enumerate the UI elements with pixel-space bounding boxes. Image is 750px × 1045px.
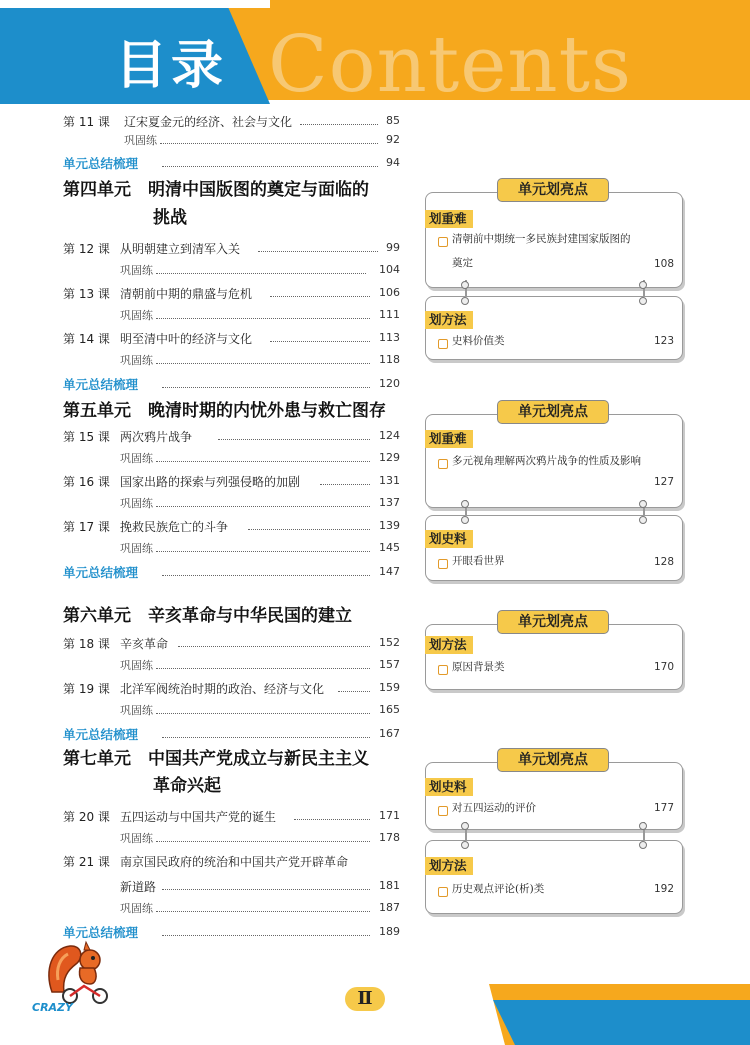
drill-label[interactable]: 巩固练 <box>120 832 153 845</box>
footer-band-blue <box>493 1000 750 1045</box>
highlight-page: 192 <box>653 883 674 895</box>
highlight-item[interactable]: 历史观点评论(析)类 <box>452 883 545 895</box>
lesson-number: 第 21 课 <box>63 855 110 869</box>
dot-leader <box>218 439 370 440</box>
dot-leader <box>258 251 378 252</box>
page-number: 113 <box>379 331 400 344</box>
highlight-item[interactable]: 原因背景类 <box>452 661 505 673</box>
drill-label[interactable]: 巩固练 <box>120 309 153 322</box>
highlight-tag: 划重难 <box>425 430 473 448</box>
highlight-tag: 划史料 <box>425 530 473 548</box>
page-number: 171 <box>379 809 400 822</box>
lesson-title[interactable]: 两次鸦片战争 <box>120 430 193 444</box>
dot-leader <box>270 296 370 297</box>
dot-leader <box>156 911 370 912</box>
page-number: 129 <box>379 451 400 464</box>
page-number: 118 <box>379 353 400 366</box>
dot-leader <box>162 575 370 576</box>
dot-leader <box>156 551 370 552</box>
drill-label[interactable]: 巩固练 <box>120 704 153 717</box>
highlight-tag: 划史料 <box>425 778 473 796</box>
page-number: 145 <box>379 541 400 554</box>
checkbox-icon <box>438 459 448 469</box>
highlight-item-cont: 奠定 <box>452 257 473 269</box>
pin-icon <box>639 297 647 305</box>
unit-summary-link[interactable]: 单元总结梳理 <box>63 377 139 392</box>
page-number: 85 <box>386 114 400 127</box>
dot-leader <box>270 341 370 342</box>
lesson-title[interactable]: 辛亥革命 <box>120 637 169 651</box>
dot-leader <box>156 273 366 274</box>
lesson-title[interactable]: 清朝前中期的鼎盛与危机 <box>120 287 253 301</box>
dot-leader <box>320 484 370 485</box>
logo-text: CRAZY <box>32 1001 73 1014</box>
page-number: 104 <box>379 263 400 276</box>
lesson-number: 第 17 课 <box>63 520 110 534</box>
page-number: 165 <box>379 703 400 716</box>
unit-summary-link[interactable]: 单元总结梳理 <box>63 156 139 171</box>
highlight-item[interactable]: 清朝前中期统一多民族封建国家版图的 <box>452 233 631 245</box>
lesson-title[interactable]: 南京国民政府的统治和中国共产党开辟革命 <box>120 855 349 869</box>
page-number: 147 <box>379 565 400 578</box>
pin-icon <box>639 516 647 524</box>
highlight-caption: 单元划亮点 <box>497 400 609 424</box>
lesson-number: 第 15 课 <box>63 430 110 444</box>
lesson-number: 第 16 课 <box>63 475 110 489</box>
highlight-tag: 划方法 <box>425 857 473 875</box>
page-number: 178 <box>379 831 400 844</box>
page-number: 124 <box>379 429 400 442</box>
header-top-strip <box>0 0 270 8</box>
unit-heading[interactable]: 第七单元 中国共产党成立与新民主主义 <box>63 749 369 769</box>
pin-icon <box>461 841 469 849</box>
unit-heading[interactable]: 第五单元 晚清时期的内忧外患与救亡图存 <box>63 401 386 421</box>
dot-leader <box>156 668 370 669</box>
lesson-number: 第 18 课 <box>63 637 110 651</box>
page-number: 139 <box>379 519 400 532</box>
page-number: 157 <box>379 658 400 671</box>
pin-icon <box>639 822 647 830</box>
dot-leader <box>162 737 370 738</box>
pin-icon <box>461 822 469 830</box>
page-number: 131 <box>379 474 400 487</box>
drill-label[interactable]: 巩固练 <box>120 659 153 672</box>
page-number: 111 <box>379 308 400 321</box>
dot-leader <box>162 935 370 936</box>
drill-label[interactable]: 巩固练 <box>120 902 153 915</box>
unit-heading-cont: 革命兴起 <box>153 776 221 796</box>
highlight-page: 127 <box>653 476 674 488</box>
page-number: 152 <box>379 636 400 649</box>
page-number: 94 <box>386 156 400 169</box>
highlight-item[interactable]: 多元视角理解两次鸦片战争的性质及影响 <box>452 455 641 467</box>
page-number: 106 <box>379 286 400 299</box>
dot-leader <box>156 713 370 714</box>
highlight-page: 108 <box>653 258 674 270</box>
dot-leader <box>162 166 378 167</box>
dot-leader <box>156 318 370 319</box>
dot-leader <box>294 819 370 820</box>
page-number: 159 <box>379 681 400 694</box>
lesson-title[interactable]: 五四运动与中国共产党的诞生 <box>120 810 277 824</box>
pin-icon <box>639 281 647 289</box>
highlight-page: 128 <box>653 556 674 568</box>
lesson-number: 第 12 课 <box>63 242 110 256</box>
page-subtitle: Contents <box>268 20 632 110</box>
drill-label[interactable]: 巩固练 <box>120 354 153 367</box>
highlight-page: 123 <box>653 335 674 347</box>
highlight-caption: 单元划亮点 <box>497 610 609 634</box>
lesson-title[interactable]: 挽救民族危亡的斗争 <box>120 520 229 534</box>
drill-label[interactable]: 巩固练 <box>120 542 153 555</box>
pin-icon <box>639 500 647 508</box>
highlight-caption: 单元划亮点 <box>497 178 609 202</box>
dot-leader <box>178 646 370 647</box>
lesson-title[interactable]: 从明朝建立到清军入关 <box>120 242 241 256</box>
highlight-page: 177 <box>653 802 674 814</box>
pin-icon <box>461 297 469 305</box>
drill-label[interactable]: 巩固练 <box>124 134 157 147</box>
dot-leader <box>162 889 370 890</box>
highlight-tag: 划方法 <box>425 636 473 654</box>
highlight-tag: 划方法 <box>425 311 473 329</box>
highlight-page: 170 <box>653 661 674 673</box>
drill-label[interactable]: 巩固练 <box>120 264 153 277</box>
dot-leader <box>156 461 370 462</box>
unit-heading[interactable]: 第四单元 明清中国版图的奠定与面临的 <box>63 180 369 200</box>
unit-summary-link[interactable]: 单元总结梳理 <box>63 727 139 742</box>
pin-icon <box>461 281 469 289</box>
page-number: 167 <box>379 727 400 740</box>
drill-label[interactable]: 巩固练 <box>120 452 153 465</box>
dot-leader <box>156 841 370 842</box>
unit-heading[interactable]: 第六单元 辛亥革命与中华民国的建立 <box>63 606 352 626</box>
page-number: 187 <box>379 901 400 914</box>
page-number: 92 <box>386 133 400 146</box>
highlight-item[interactable]: 对五四运动的评价 <box>452 802 536 814</box>
dot-leader <box>156 363 370 364</box>
highlight-box <box>425 840 683 914</box>
highlight-caption: 单元划亮点 <box>497 748 609 772</box>
highlight-item[interactable]: 史料价值类 <box>452 335 505 347</box>
page-number-roman: Ⅱ <box>345 987 385 1011</box>
unit-summary-link[interactable]: 单元总结梳理 <box>63 925 139 940</box>
lesson-title[interactable]: 国家出路的探索与列强侵略的加剧 <box>120 475 301 489</box>
page-title: 目录 <box>115 36 228 96</box>
pin-icon <box>461 516 469 524</box>
page-number: 137 <box>379 496 400 509</box>
lesson-number: 第 20 课 <box>63 810 110 824</box>
page-number: 120 <box>379 377 400 390</box>
dot-leader <box>156 506 370 507</box>
page-number: 189 <box>379 925 400 938</box>
unit-summary-link[interactable]: 单元总结梳理 <box>63 565 139 580</box>
unit-heading-cont: 挑战 <box>153 208 187 228</box>
checkbox-icon <box>438 339 448 349</box>
checkbox-icon <box>438 237 448 247</box>
lesson-title-cont: 新道路 <box>120 880 157 894</box>
page-number: 99 <box>386 241 400 254</box>
checkbox-icon <box>438 887 448 897</box>
lesson-number: 第 11 课 <box>63 115 110 129</box>
page-number: 181 <box>379 879 400 892</box>
lesson-number: 第 14 课 <box>63 332 110 346</box>
pin-icon <box>461 500 469 508</box>
dot-leader <box>160 143 378 144</box>
pin-icon <box>639 841 647 849</box>
squirrel-mascot-icon <box>42 940 122 1006</box>
checkbox-icon <box>438 806 448 816</box>
highlight-box <box>425 762 683 830</box>
dot-leader <box>248 529 370 530</box>
checkbox-icon <box>438 559 448 569</box>
checkbox-icon <box>438 665 448 675</box>
lesson-number: 第 19 课 <box>63 682 110 696</box>
highlight-tag: 划重难 <box>425 210 473 228</box>
lesson-title[interactable]: 北洋军阀统治时期的政治、经济与文化 <box>120 682 325 696</box>
drill-label[interactable]: 巩固练 <box>120 497 153 510</box>
lesson-title[interactable]: 明至清中叶的经济与文化 <box>120 332 253 346</box>
dot-leader <box>162 387 370 388</box>
lesson-number: 第 13 课 <box>63 287 110 301</box>
lesson-title[interactable]: 辽宋夏金元的经济、社会与文化 <box>124 115 293 129</box>
highlight-item[interactable]: 开眼看世界 <box>452 555 505 567</box>
